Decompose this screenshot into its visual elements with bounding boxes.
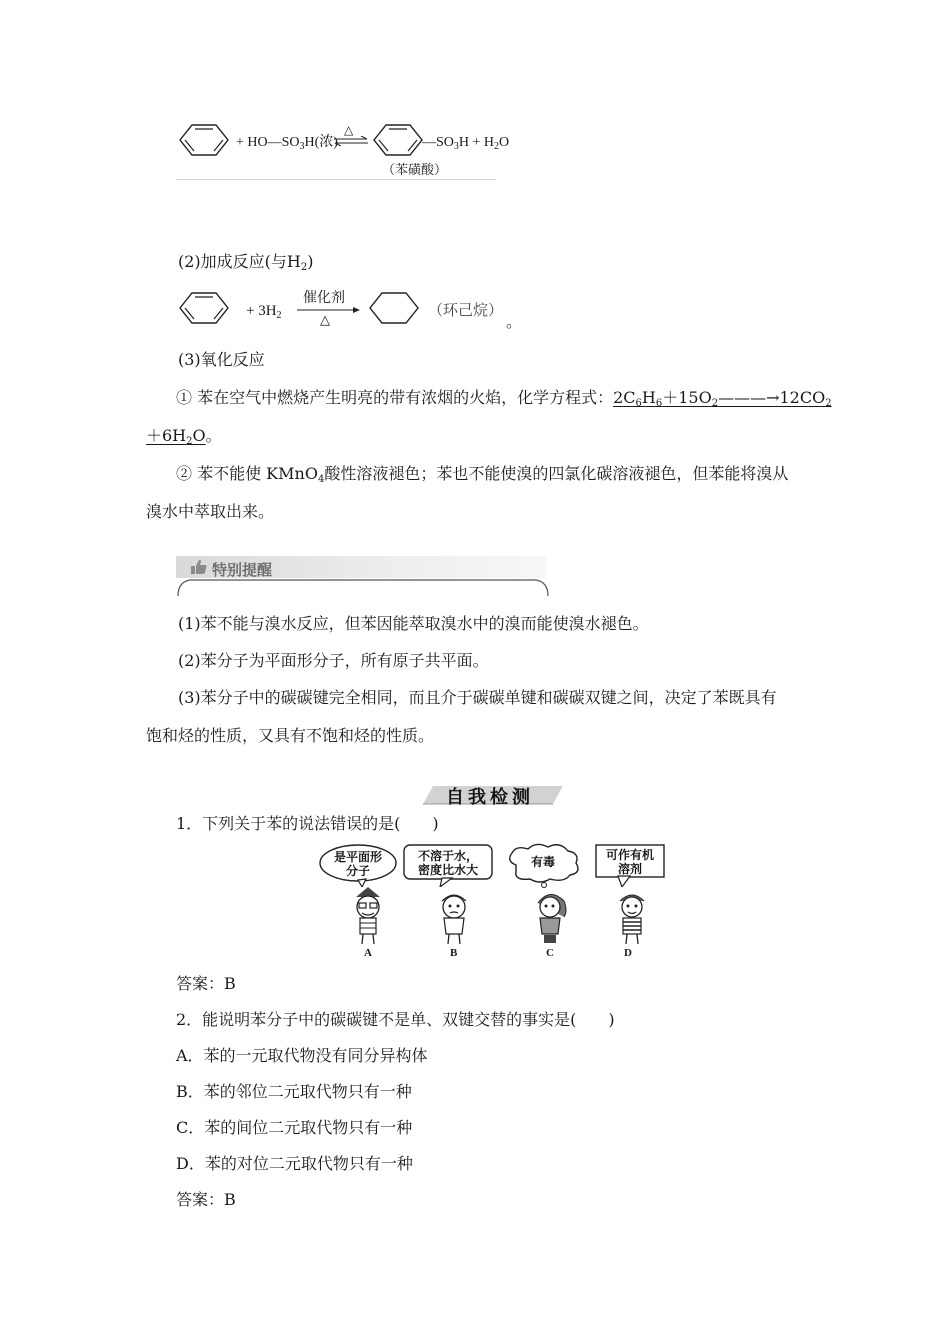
thumbs-up-icon <box>190 559 208 575</box>
tip-item: (1)苯不能与溴水反应，但苯因能萃取溴水中的溴而能使溴水褪色。 <box>178 614 649 633</box>
bubble-a-text: 是平面形 分子 <box>333 850 382 878</box>
benzene-ring-icon <box>370 122 426 158</box>
sulfonation-product: $—SO_3H + H_2O$ <box>422 135 510 152</box>
option-label: C <box>546 947 554 959</box>
option-label: A <box>364 947 372 959</box>
option-d: D．苯的对位二元取代物只有一种 <box>176 1154 413 1173</box>
tip-item: (2)苯分子为平面形分子，所有原子共平面。 <box>178 651 489 670</box>
combustion-line: ① 苯在空气中燃烧产生明亮的带有浓烟的火焰，化学方程式：$2C_6H_6+15O_2———\to 12CO_2$ <box>176 388 832 409</box>
cyclohexane-ring-icon <box>366 290 422 326</box>
self-check-title: 自我检测 <box>446 787 534 808</box>
option-a: A．苯的一元取代物没有同分异构体 <box>176 1046 428 1065</box>
tip-label: 特别提醒 <box>212 561 273 579</box>
benzene-ring-icon <box>176 290 232 326</box>
equilibrium-arrow-icon <box>333 136 369 146</box>
reaction-divider <box>176 179 496 180</box>
addition-heading: (2)加成反应(与$H_2$) <box>178 252 314 273</box>
option-b: B．苯的邻位二元取代物只有一种 <box>176 1082 412 1101</box>
bubble-c-text: 有毒 <box>530 855 555 869</box>
bubble-b-text: 不溶于水， 密度比水大 <box>417 849 478 877</box>
option-label: D <box>624 947 632 959</box>
sulfonation-condition: △ <box>344 123 354 137</box>
cartoon-illustration <box>318 843 668 961</box>
combustion-line-cont: $+6H_2O$。 <box>146 426 222 447</box>
option-label: B <box>450 947 458 959</box>
cyclohexane-label: （环己烷） <box>428 301 504 319</box>
tip-item: 饱和烃的性质，又具有不饱和烃的性质。 <box>146 726 435 745</box>
benzenesulfonic-acid-label: （苯磺酸） <box>382 163 448 178</box>
cartoon-character-icon <box>432 887 476 947</box>
option-c: C．苯的间位二元取代物只有一种 <box>176 1118 413 1137</box>
answer-1: 答案：B <box>176 974 236 993</box>
tip-item: (3)苯分子中的碳碳键完全相同，而且介于碳碳单键和碳碳双键之间，决定了苯既具有 <box>178 688 777 707</box>
heat-condition: △ <box>320 313 330 328</box>
bubble-d-text: 可作有机 溶剂 <box>605 848 654 876</box>
answer-2: 答案：B <box>176 1190 236 1209</box>
oxidation-heading: (3)氧化反应 <box>178 350 265 369</box>
question-1: 1．下列关于苯的说法错误的是( ) <box>176 814 439 833</box>
question-2: 2．能说明苯分子中的碳碳键不是单、双键交替的事实是( ) <box>176 1010 615 1029</box>
hydrogen-reagent: + $3H_2$ <box>246 303 282 321</box>
sulfonation-reagent: + $HO—SO_3H$(浓) <box>236 135 338 152</box>
catalyst-label: 催化剂 <box>303 290 345 306</box>
addition-end-mark: 。 <box>506 312 523 331</box>
cartoon-character-icon <box>610 887 654 947</box>
kmno4-line: ② 苯不能使 KMnO$_4$酸性溶液褪色；苯也不能使溴的四氯化碳溶液褪色，但苯能将溴从 <box>176 464 789 485</box>
cartoon-character-icon <box>528 887 572 947</box>
benzene-ring-icon <box>176 122 232 158</box>
cartoon-character-icon <box>346 887 390 947</box>
extraction-line: 溴水中萃取出来。 <box>146 502 275 521</box>
